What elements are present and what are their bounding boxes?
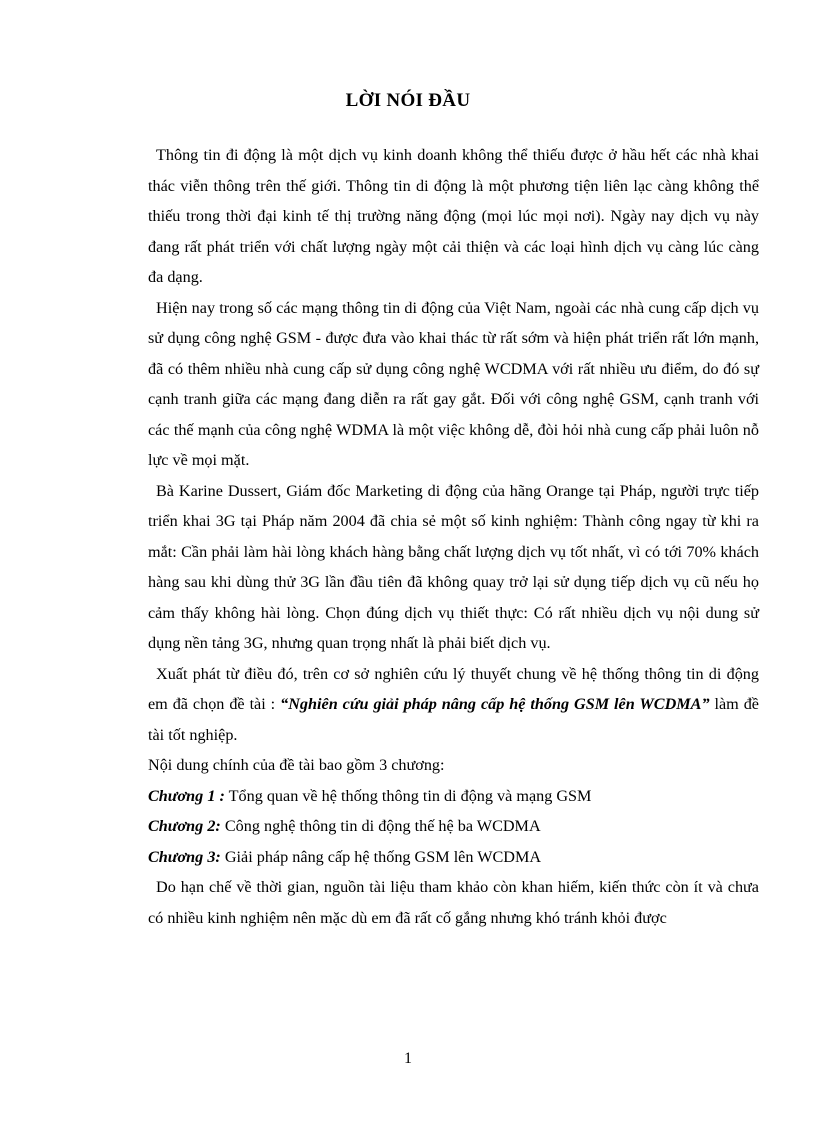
paragraph-4-end: làm đề tài tốt nghiệp. (148, 695, 759, 744)
thesis-topic: “Nghiên cứu giải pháp nâng cấp hệ thống GSM lên WCDMA” (280, 695, 710, 713)
chapter-title: Tổng quan về hệ thống thông tin di động và mạng GSM (224, 786, 592, 805)
chapter-item (148, 811, 759, 842)
page-title: LỜI NÓI ĐẦU (345, 90, 471, 111)
document-body (148, 140, 759, 933)
chapter-label: Chương 1 : (148, 786, 225, 805)
paragraph-3: Bà Karine Dussert, Giám đốc Marketing di động của hãng Orange tại Pháp, người trực tiếp triển khai 3G tại Pháp năm 2004 đã chia sẻ một số kinh nghiệm: Thành công ngay từ khi ra mắt: Cần phải làm hài lòng khách hàng bằng chất lượng dịch vụ tốt nhất, vì có tới 70% khách hàng sau khi dùng thử 3G lần đầu tiên đã không quay trở lại sử dụng tiếp dịch vụ cũ nếu họ cảm thấy không hài lòng. Chọn đúng dịch vụ thiết thực: Có rất nhiều dịch vụ nội dung sử dụng nền tảng 3G, nhưng quan trọng nhất là phải biết dịch vụ. (148, 481, 759, 652)
page-number: 1 (404, 1050, 412, 1067)
paragraph-4 (148, 659, 759, 751)
chapter-title: Giải pháp nâng cấp hệ thống GSM lên WCDMA (220, 847, 542, 866)
chapter-title: Công nghệ thông tin di động thế hệ ba WCDMA (220, 817, 541, 835)
paragraph-4-text: Xuất phát từ điều đó, trên cơ sở nghiên cứu lý thuyết chung về hệ thống thông tin di động em đã chọn đề tài : (148, 664, 759, 713)
chapter-label: Chương 3: (148, 847, 221, 866)
paragraph-2: Hiện nay trong số các mạng thông tin di động của Việt Nam, ngoài các nhà cung cấp dịch vụ sử dụng công nghệ GSM - được đưa vào khai thác từ rất sớm và hiện phát triển rất lớn mạnh, đã có thêm nhiều nhà cung cấp sử dụng công nghệ WCDMA với rất nhiều ưu điểm, do đó sự cạnh tranh giữa các mạng đang diễn ra rất gay gắt. Đối với công nghệ GSM, cạnh tranh với các thế mạnh của công nghệ WDMA là một việc không dễ, đòi hỏi nhà cung cấp phải luôn nỗ lực về mọi mặt. (148, 298, 759, 469)
chapter-label: Chương 2: (148, 817, 221, 835)
paragraph-6: Do hạn chế về thời gian, nguồn tài liệu tham khảo còn khan hiếm, kiến thức còn ít và chưa có nhiều kinh nghiệm nên mặc dù em đã rất cố gắng nhưng khó tránh khỏi được (148, 878, 759, 927)
paragraph-1: Thông tin đi động là một dịch vụ kinh doanh không thể thiếu được ở hầu hết các nhà khai thác viễn thông trên thế giới. Thông tin di động là một phương tiện liên lạc càng không thể thiếu trong thời đại kinh tế thị trường năng động (mọi lúc mọi nơi). Ngày nay dịch vụ này đang rất phát triển với chất lượng ngày một cải thiện và các loại hình dịch vụ càng lúc càng đa dạng. (148, 146, 759, 286)
chapter-item (148, 842, 759, 873)
chapter-item (148, 781, 759, 812)
paragraph-5: Nội dung chính của đề tài bao gồm 3 chương: (148, 756, 445, 774)
